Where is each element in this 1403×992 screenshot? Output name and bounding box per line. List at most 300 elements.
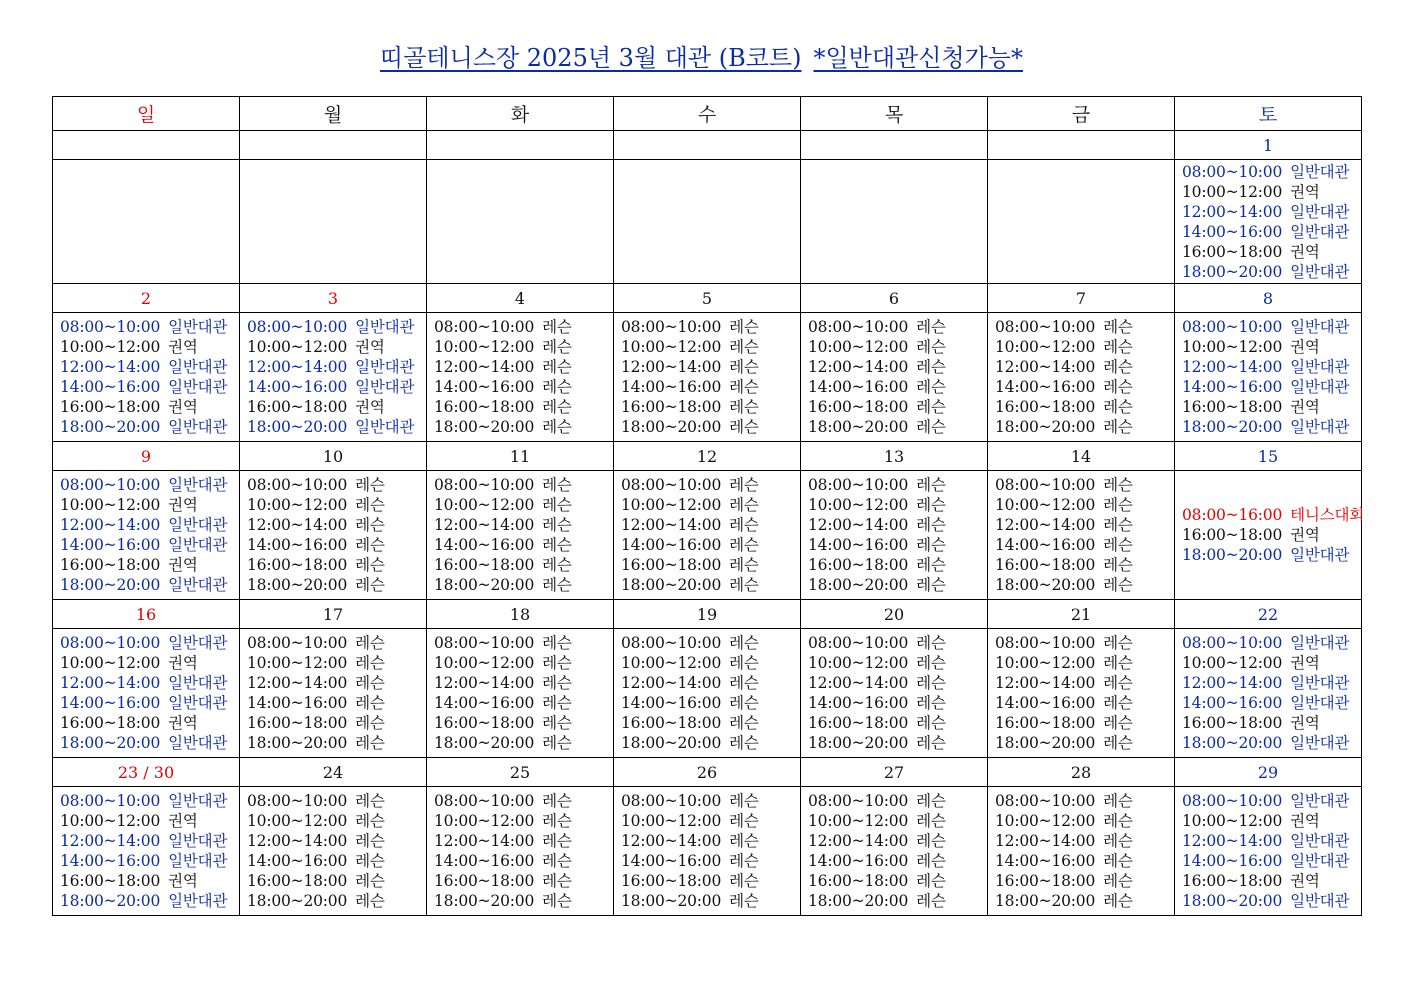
date-cell: 13 [801,442,988,471]
time-slot [621,317,794,337]
time-slot [621,337,794,357]
time-slot [247,535,420,555]
time-slot [1182,673,1355,693]
slot-label: 레슨 [1103,476,1133,494]
slot-time: 16:00~18:00 [1182,398,1283,416]
time-slot [1182,262,1355,282]
time-slot [621,871,794,891]
time-slot [995,791,1168,811]
slot-time: 16:00~18:00 [247,872,348,890]
slot-time: 12:00~14:00 [247,832,348,850]
slot-list [808,787,981,915]
slot-time: 08:00~10:00 [60,634,161,652]
time-slot [434,653,607,673]
slot-time: 16:00~18:00 [60,872,161,890]
time-slot [995,673,1168,693]
time-slot [1182,633,1355,653]
slot-time: 12:00~14:00 [1182,832,1283,850]
schedule-row [53,160,1362,284]
slot-label: 레슨 [1103,892,1133,910]
slot-label: 레슨 [916,872,946,890]
slot-label: 레슨 [1103,338,1133,356]
time-slot [995,713,1168,733]
slot-time: 10:00~12:00 [247,654,348,672]
time-slot [434,417,607,437]
time-slot [995,417,1168,437]
slot-label: 레슨 [355,476,385,494]
slot-time: 14:00~16:00 [808,694,909,712]
slot-label: 일반대관 [1290,634,1350,652]
slot-time: 18:00~20:00 [434,892,535,910]
weekday-header: 목 [801,97,988,131]
date-cell: 2 [53,284,240,313]
slot-list [434,471,607,599]
slot-label: 레슨 [355,892,385,910]
date-cell: 7 [988,284,1175,313]
slot-label: 레슨 [916,714,946,732]
title-main: 띠골테니스장 2025년 3월 대관 (B코트) [380,44,802,72]
slot-time: 18:00~20:00 [621,576,722,594]
slot-time: 12:00~14:00 [621,516,722,534]
slot-label: 레슨 [916,674,946,692]
slot-time: 08:00~10:00 [1182,634,1283,652]
slot-time: 14:00~16:00 [621,378,722,396]
slot-time: 10:00~12:00 [60,812,161,830]
time-slot [995,397,1168,417]
slot-time: 08:00~10:00 [434,792,535,810]
slot-label: 권역 [1290,182,1320,201]
schedule-cell [53,629,240,758]
time-slot [621,555,794,575]
slot-time: 10:00~12:00 [808,654,909,672]
slot-label: 레슨 [542,832,572,850]
slot-time: 14:00~16:00 [247,852,348,870]
slot-time: 18:00~20:00 [621,892,722,910]
schedule-cell [427,313,614,442]
time-slot [247,653,420,673]
slot-time: 08:00~10:00 [621,476,722,494]
time-slot [434,713,607,733]
schedule-row [53,313,1362,442]
slot-label: 일반대관 [168,852,228,870]
time-slot [60,653,233,673]
time-slot [1182,713,1355,733]
slot-label: 일반대관 [355,318,415,336]
date-cell: 18 [427,600,614,629]
slot-label: 레슨 [729,576,759,594]
schedule-cell [1175,471,1362,600]
time-slot [60,851,233,871]
slot-label: 레슨 [729,792,759,810]
date-cell: 4 [427,284,614,313]
slot-time: 18:00~20:00 [1182,262,1283,281]
time-slot [808,357,981,377]
slot-time: 16:00~18:00 [1182,242,1283,261]
slot-time: 08:00~10:00 [808,634,909,652]
slot-label: 레슨 [1103,714,1133,732]
slot-list [60,471,233,599]
slot-time: 14:00~16:00 [434,378,535,396]
slot-time: 10:00~12:00 [60,654,161,672]
time-slot [60,633,233,653]
slot-label: 레슨 [1103,812,1133,830]
slot-list [1182,313,1355,441]
time-slot [434,317,607,337]
slot-list [434,160,607,283]
date-cell: 1 [1175,131,1362,160]
slot-time: 08:00~10:00 [1182,162,1283,181]
slot-label: 레슨 [729,634,759,652]
slot-label: 레슨 [729,536,759,554]
date-cell: 3 [240,284,427,313]
slot-label: 레슨 [1103,318,1133,336]
time-slot [995,475,1168,495]
slot-list [808,313,981,441]
slot-label: 레슨 [355,556,385,574]
slot-label: 레슨 [1103,576,1133,594]
slot-time: 12:00~14:00 [995,358,1096,376]
schedule-cell [427,787,614,916]
slot-label: 레슨 [729,358,759,376]
time-slot [60,555,233,575]
slot-time: 10:00~12:00 [995,654,1096,672]
slot-time: 12:00~14:00 [995,516,1096,534]
slot-list [434,313,607,441]
time-slot [808,693,981,713]
date-row [53,758,1362,787]
slot-time: 16:00~18:00 [808,714,909,732]
time-slot [808,515,981,535]
time-slot [621,653,794,673]
slot-label: 권역 [1290,654,1320,672]
slot-time: 18:00~20:00 [995,418,1096,436]
slot-label: 레슨 [1103,378,1133,396]
time-slot [60,871,233,891]
time-slot [808,555,981,575]
slot-label: 일반대관 [1290,358,1350,376]
time-slot [808,713,981,733]
time-slot [247,377,420,397]
time-slot [247,575,420,595]
slot-label: 권역 [1290,398,1320,416]
slot-label: 일반대관 [1290,832,1350,850]
slot-time: 18:00~20:00 [60,734,161,752]
slot-label: 레슨 [729,714,759,732]
date-cell: 20 [801,600,988,629]
slot-label: 레슨 [355,654,385,672]
time-slot [808,535,981,555]
time-slot [808,871,981,891]
slot-time: 08:00~10:00 [247,476,348,494]
schedule-cell [427,471,614,600]
slot-time: 16:00~18:00 [1182,714,1283,732]
slot-time: 12:00~14:00 [1182,202,1283,221]
slot-time: 18:00~20:00 [247,576,348,594]
slot-time: 08:00~10:00 [247,634,348,652]
slot-label: 레슨 [355,872,385,890]
time-slot [808,317,981,337]
slot-time: 14:00~16:00 [621,536,722,554]
slot-label: 일반대관 [168,516,228,534]
slot-label: 레슨 [542,734,572,752]
slot-label: 권역 [168,714,198,732]
time-slot [247,317,420,337]
slot-list [247,787,420,915]
slot-label: 레슨 [729,892,759,910]
slot-time: 10:00~12:00 [247,496,348,514]
slot-list [1182,787,1355,915]
slot-time: 18:00~20:00 [995,576,1096,594]
time-slot [621,475,794,495]
slot-label: 권역 [1290,714,1320,732]
slot-label: 레슨 [916,576,946,594]
slot-time: 16:00~18:00 [434,556,535,574]
slot-time: 08:00~10:00 [808,476,909,494]
slot-list [621,787,794,915]
slot-label: 일반대관 [1290,418,1350,436]
time-slot [1182,851,1355,871]
slot-time: 08:00~10:00 [995,318,1096,336]
time-slot [434,673,607,693]
slot-label: 레슨 [916,338,946,356]
slot-label: 레슨 [542,634,572,652]
time-slot [995,515,1168,535]
slot-time: 16:00~18:00 [995,872,1096,890]
date-cell: 28 [988,758,1175,787]
slot-list [247,471,420,599]
slot-label: 레슨 [729,556,759,574]
time-slot [60,791,233,811]
slot-time: 18:00~20:00 [808,576,909,594]
date-cell [988,131,1175,160]
slot-time: 18:00~20:00 [995,892,1096,910]
date-cell [240,131,427,160]
time-slot [60,673,233,693]
time-slot [621,791,794,811]
slot-label: 일반대관 [355,378,415,396]
slot-time: 12:00~14:00 [434,674,535,692]
slot-time: 16:00~18:00 [247,714,348,732]
time-slot [60,377,233,397]
schedule-cell [801,160,988,284]
slot-time: 12:00~14:00 [808,358,909,376]
time-slot [621,515,794,535]
time-slot [995,633,1168,653]
slot-label: 레슨 [1103,634,1133,652]
schedule-cell [427,160,614,284]
time-slot [808,653,981,673]
schedule-cell [614,471,801,600]
slot-label: 레슨 [542,358,572,376]
date-cell: 26 [614,758,801,787]
slot-time: 12:00~14:00 [434,832,535,850]
time-slot [995,555,1168,575]
time-slot [434,733,607,753]
slot-label: 레슨 [729,318,759,336]
slot-time: 16:00~18:00 [621,872,722,890]
time-slot [995,337,1168,357]
time-slot [434,377,607,397]
slot-time: 18:00~20:00 [60,418,161,436]
time-slot [621,811,794,831]
slot-label: 권역 [1290,812,1320,830]
slot-time: 08:00~10:00 [247,318,348,336]
slot-label: 레슨 [1103,872,1133,890]
slot-label: 레슨 [355,674,385,692]
slot-label: 레슨 [729,476,759,494]
slot-time: 10:00~12:00 [1182,182,1283,201]
date-cell: 22 [1175,600,1362,629]
time-slot [247,871,420,891]
schedule-cell [427,629,614,758]
date-cell: 16 [53,600,240,629]
slot-label: 레슨 [542,674,572,692]
time-slot [995,317,1168,337]
slot-label: 권역 [355,398,385,416]
slot-label: 레슨 [916,812,946,830]
slot-time: 12:00~14:00 [808,516,909,534]
time-slot [247,713,420,733]
time-slot [1182,417,1355,437]
time-slot [621,693,794,713]
slot-list [995,471,1168,599]
slot-label: 레슨 [1103,654,1133,672]
time-slot [995,575,1168,595]
slot-label: 권역 [168,398,198,416]
time-slot [434,811,607,831]
slot-label: 일반대관 [168,674,228,692]
slot-time: 12:00~14:00 [60,516,161,534]
time-slot [434,575,607,595]
slot-label: 레슨 [729,812,759,830]
slot-label: 레슨 [355,694,385,712]
slot-time: 10:00~12:00 [995,812,1096,830]
date-cell: 11 [427,442,614,471]
schedule-cell [801,787,988,916]
slot-time: 14:00~16:00 [247,536,348,554]
date-cell [801,131,988,160]
time-slot [434,337,607,357]
slot-time: 18:00~20:00 [1182,734,1283,752]
slot-label: 일반대관 [168,536,228,554]
schedule-cell [988,471,1175,600]
time-slot [247,831,420,851]
slot-time: 12:00~14:00 [247,358,348,376]
time-slot [60,693,233,713]
time-slot [621,713,794,733]
time-slot [434,495,607,515]
slot-time: 18:00~20:00 [995,734,1096,752]
title-notice: *일반대관신청가능* [813,44,1023,72]
time-slot [621,673,794,693]
slot-time: 12:00~14:00 [247,516,348,534]
schedule-cell [240,160,427,284]
slot-time: 08:00~10:00 [995,476,1096,494]
slot-label: 테니스대회 [1290,506,1364,524]
slot-label: 일반대관 [168,832,228,850]
schedule-cell [614,787,801,916]
slot-time: 18:00~20:00 [434,576,535,594]
weekday-header-row [53,97,1362,131]
slot-label: 권역 [168,496,198,514]
schedule-row [53,787,1362,916]
time-slot [1182,182,1355,202]
time-slot [1182,162,1355,182]
slot-label: 레슨 [729,418,759,436]
slot-time: 08:00~10:00 [621,792,722,810]
time-slot [1182,811,1355,831]
time-slot [621,397,794,417]
slot-label: 레슨 [729,338,759,356]
date-cell: 17 [240,600,427,629]
slot-label: 레슨 [542,398,572,416]
page-title [0,40,1403,76]
time-slot [995,377,1168,397]
time-slot [60,831,233,851]
slot-time: 18:00~20:00 [60,576,161,594]
time-slot [60,317,233,337]
slot-time: 14:00~16:00 [808,852,909,870]
time-slot [247,495,420,515]
slot-label: 권역 [1290,242,1320,261]
time-slot [995,495,1168,515]
time-slot [808,377,981,397]
time-slot [434,357,607,377]
slot-time: 16:00~18:00 [60,398,161,416]
schedule-cell [53,313,240,442]
time-slot [247,633,420,653]
slot-label: 레슨 [1103,516,1133,534]
slot-label: 권역 [168,556,198,574]
slot-label: 레슨 [729,516,759,534]
slot-label: 권역 [168,654,198,672]
slot-label: 레슨 [1103,832,1133,850]
time-slot [60,475,233,495]
slot-label: 일반대관 [1290,694,1350,712]
slot-list [60,160,233,283]
time-slot [247,475,420,495]
weekday-header: 일 [53,97,240,131]
slot-label: 레슨 [542,812,572,830]
slot-time: 10:00~12:00 [247,812,348,830]
slot-time: 16:00~18:00 [808,398,909,416]
slot-label: 레슨 [542,378,572,396]
slot-time: 14:00~16:00 [1182,852,1283,870]
slot-list [1182,160,1355,283]
time-slot [60,713,233,733]
slot-time: 12:00~14:00 [621,358,722,376]
time-slot [434,871,607,891]
time-slot [1182,317,1355,337]
slot-time: 14:00~16:00 [247,694,348,712]
slot-time: 08:00~10:00 [60,792,161,810]
time-slot [621,377,794,397]
slot-label: 일반대관 [1290,852,1350,870]
slot-label: 레슨 [1103,674,1133,692]
time-slot [1182,525,1355,545]
date-cell: 12 [614,442,801,471]
slot-time: 18:00~20:00 [247,418,348,436]
slot-time: 12:00~14:00 [808,674,909,692]
slot-list [995,787,1168,915]
slot-time: 14:00~16:00 [434,852,535,870]
slot-label: 일반대관 [168,378,228,396]
date-cell: 9 [53,442,240,471]
slot-time: 14:00~16:00 [60,694,161,712]
slot-list [1182,471,1364,599]
slot-time: 16:00~18:00 [60,714,161,732]
slot-time: 14:00~16:00 [621,852,722,870]
